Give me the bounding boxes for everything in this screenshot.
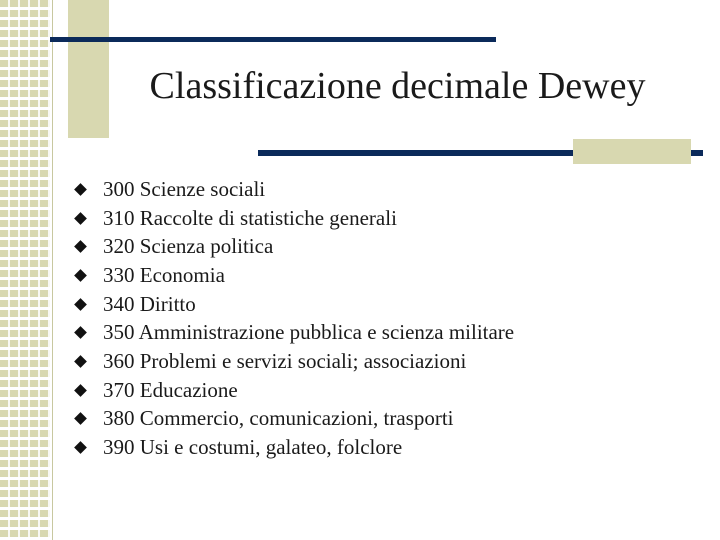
- list-item: [72, 347, 514, 376]
- diamond-bullet-icon: [74, 326, 87, 339]
- list-item-text: 300 Scienze sociali: [103, 176, 266, 201]
- top-left-decor-block: [68, 0, 109, 138]
- left-divider-line: [52, 0, 53, 540]
- list-item-text: 330 Economia: [103, 262, 225, 287]
- list-item: [72, 318, 514, 347]
- diamond-bullet-icon: [74, 298, 87, 311]
- diamond-bullet-icon: [74, 183, 87, 196]
- right-decor-block: [573, 139, 691, 164]
- list-item-text: 360 Problemi e servizi sociali; associazioni: [103, 348, 467, 373]
- list-item-text: 380 Commercio, comunicazioni, trasporti: [103, 406, 454, 431]
- list-item: [72, 433, 514, 462]
- list-item: [72, 204, 514, 233]
- slide-title: Classificazione decimale Dewey: [149, 65, 646, 107]
- diamond-bullet-icon: [74, 240, 87, 253]
- bullet-list: [72, 175, 514, 462]
- list-item-text: 370 Educazione: [103, 377, 238, 402]
- list-item-text: 340 Diritto: [103, 291, 196, 316]
- left-stripe-decoration: [0, 0, 50, 540]
- list-item-text: 310 Raccolte di statistiche generali: [103, 205, 397, 230]
- list-item: [72, 175, 514, 204]
- diamond-bullet-icon: [74, 269, 87, 282]
- list-item: [72, 376, 514, 405]
- diamond-bullet-icon: [74, 355, 87, 368]
- list-item: [72, 261, 514, 290]
- diamond-bullet-icon: [74, 384, 87, 397]
- diamond-bullet-icon: [74, 412, 87, 425]
- diamond-bullet-icon: [74, 212, 87, 225]
- top-accent-bar: [50, 37, 496, 42]
- list-item: [72, 290, 514, 319]
- diamond-bullet-icon: [74, 441, 87, 454]
- list-item: [72, 232, 514, 261]
- list-item-text: 390 Usi e costumi, galateo, folclore: [103, 435, 403, 460]
- list-item-text: 350 Amministrazione pubblica e scienza militare: [103, 320, 515, 345]
- list-item-text: 320 Scienza politica: [103, 234, 274, 259]
- list-item: [72, 405, 514, 434]
